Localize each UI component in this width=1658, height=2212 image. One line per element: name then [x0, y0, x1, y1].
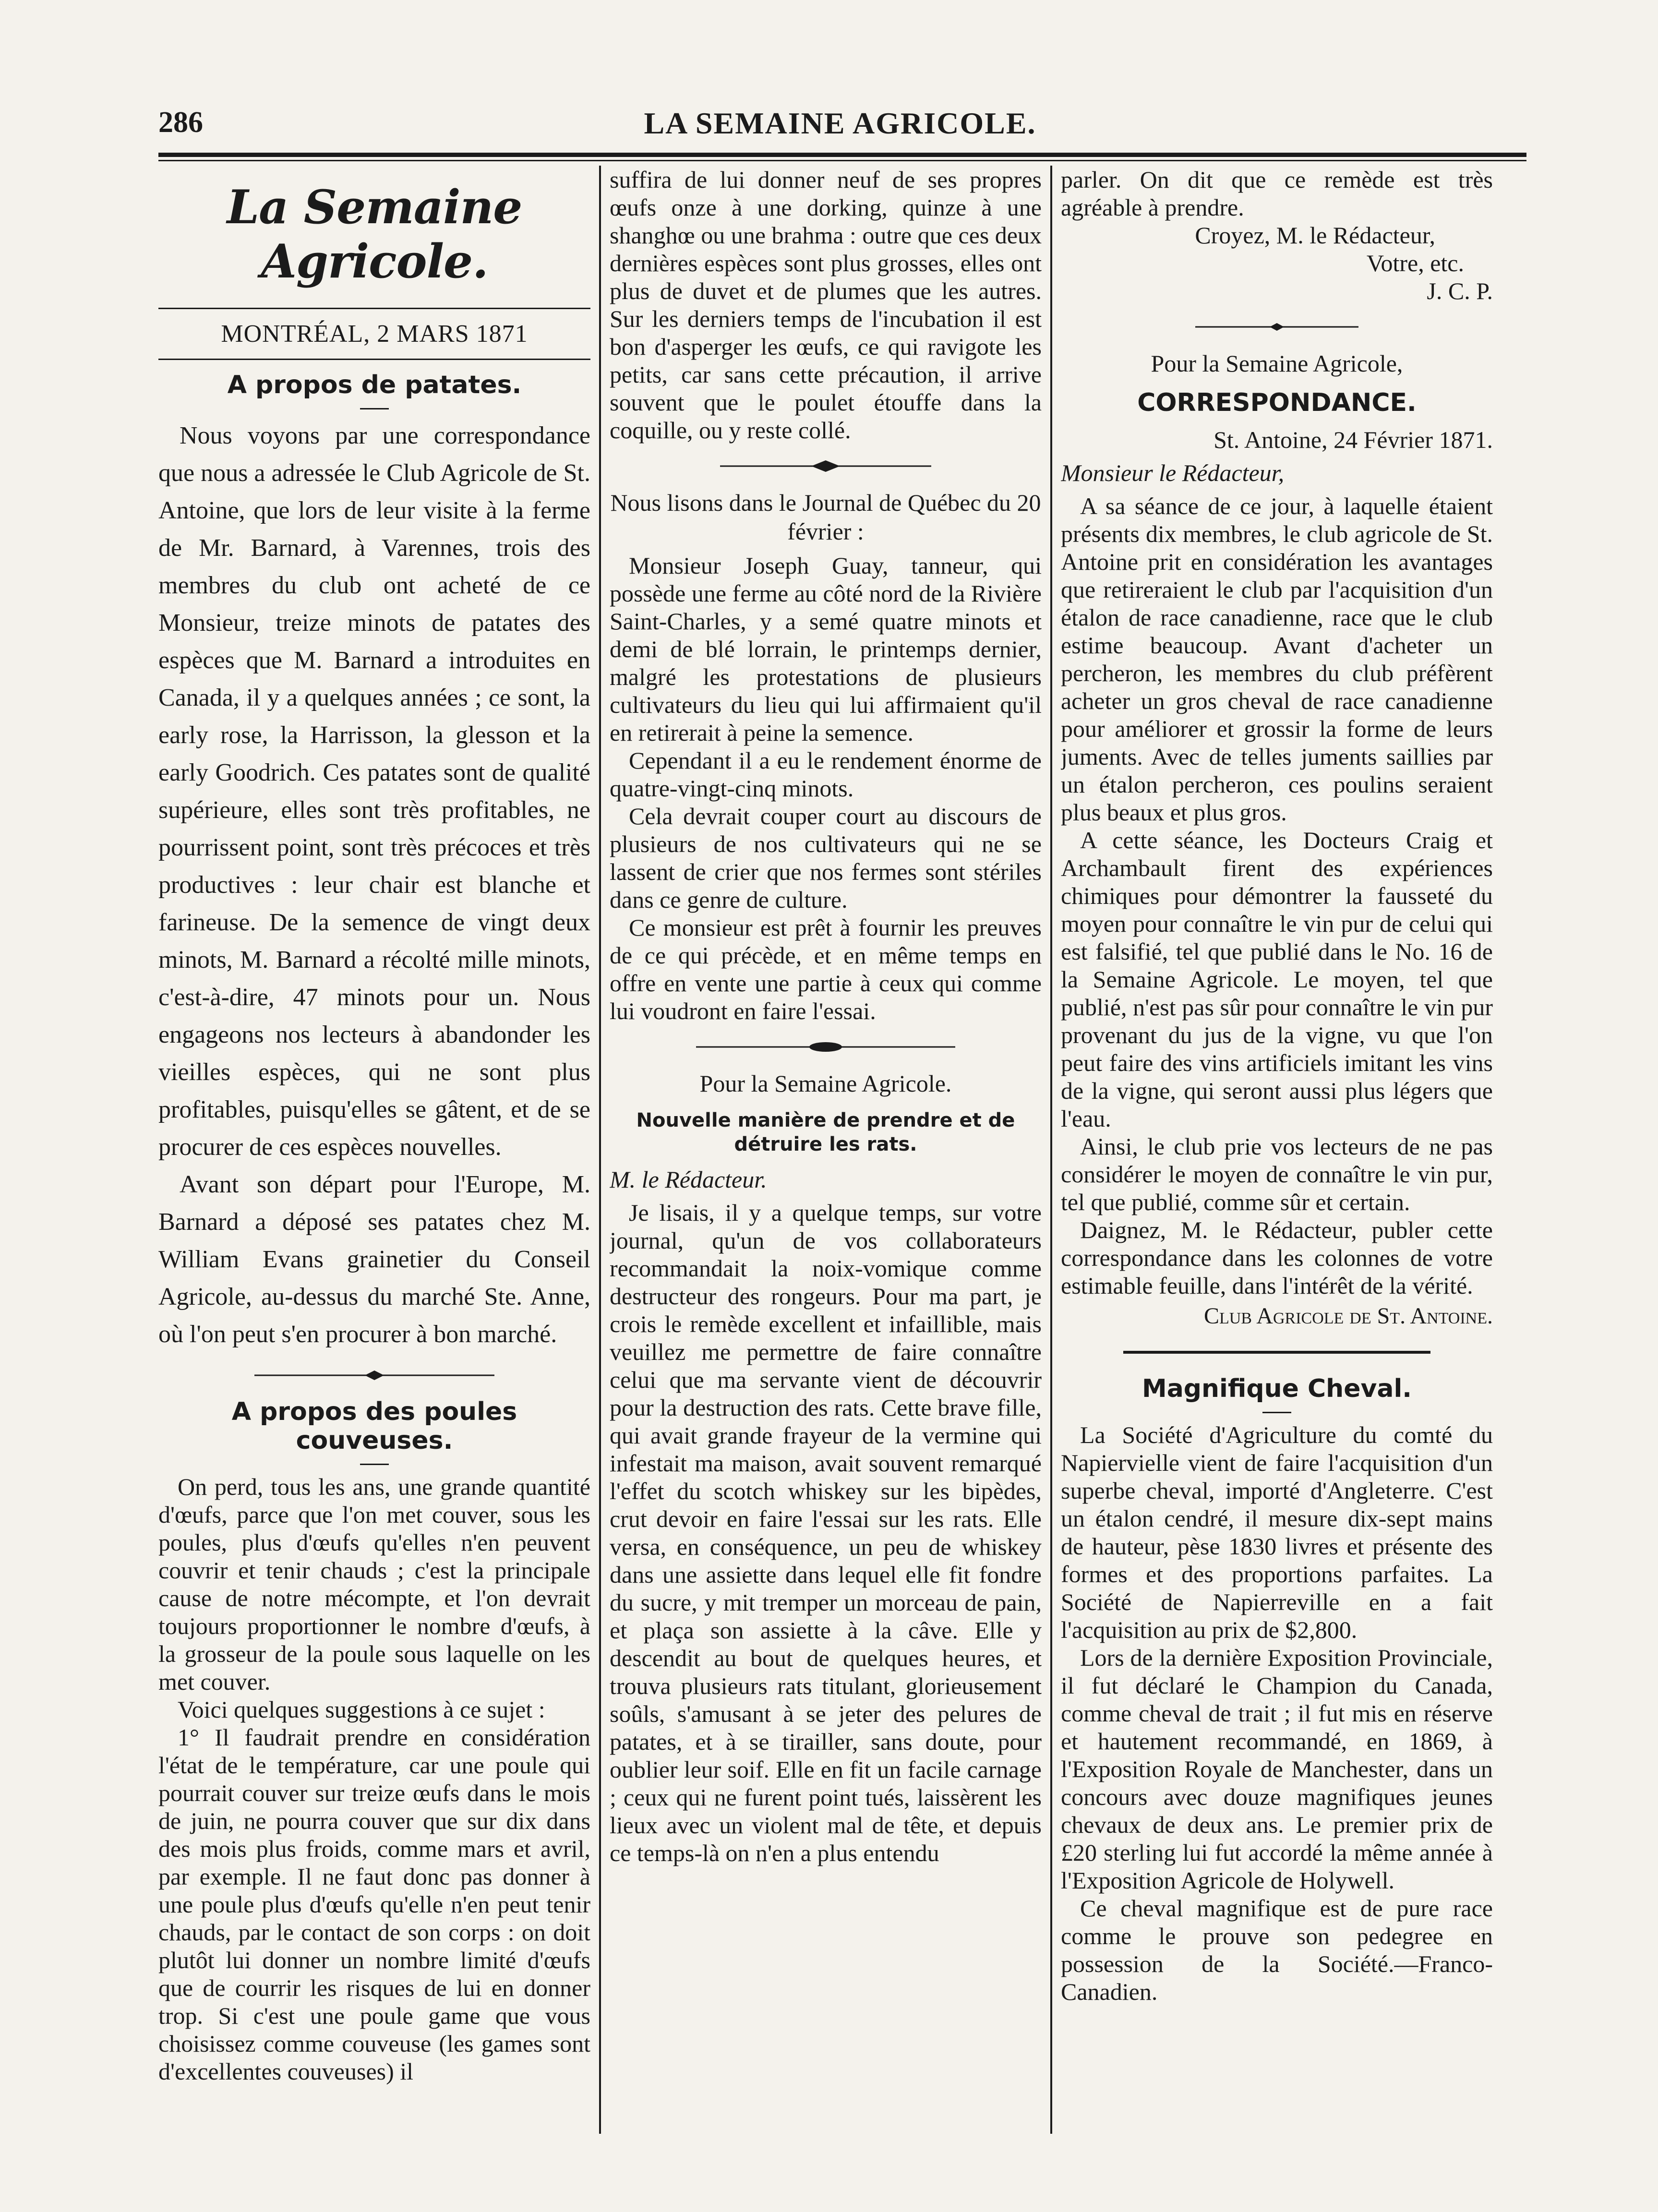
paragraph: 1° Il faudrait prendre en considération l'état de le température, car une poule qui pourrait couver sur treize œufs dans le mois de juin, ne pourra couver que sur dix dans des mois plus froids, comme mars et avril, par exemple. Il ne faut donc pas donner à une poule plus d'œufs qu'elle n'en peut tenir chauds, par le contact de son corps : on doit plutôt lui donner un nombre limité d'œufs que de courrir les risques de lui en donner trop. Si c'est une poule game que vous choisissez comme couveuse (les games sont d'excellentes couveuses) il [158, 1724, 590, 2085]
masthead: La Semaine Agricole. [227, 180, 522, 289]
paragraph: Ce monsieur est prêt à fournir les preuves de ce qui précède, et en même temps en offre en vente une partie à ceux qui comme lui voudront en faire l'essai. [610, 914, 1042, 1024]
closing: Croyez, M. le Rédacteur, [1195, 222, 1435, 249]
page-number: 286 [158, 106, 203, 139]
ornament-divider [610, 457, 1042, 476]
paragraph: Nous voyons par une correspondance que nous a adressée le Club Agricole de St. Antoine, que lors de leur visite à la ferme de Mr. Barnard, à Varennes, trois des membres du club ont acheté de ce Monsieur, treize minots de patates des espèces que M. Barnard a introduites en Canada, il y a quelques années ; ce sont, la early rose, la Harrisson, la glesson et la early Goodrich. Ces patates sont de qualité supérieure, elles sont très profitables, ne pourrissent point, sont très précoces et très productives : leur chair est blanche et farineuse. De la semence de vingt deux minots, M. Barnard a récolté mille minots, c'est-à-dire, 47 minots pour un. Nous engageons nos lecteurs à abandonder les vieilles espèces, qui ne sont plus profitables, puisqu'elles se gâtent, et de se procurer de ces espèces nouvelles. [158, 422, 590, 1161]
paragraph: Daignez, M. le Rédacteur, publer cette correspondance dans les colonnes de votre estimable feuille, dans l'intérêt de la vérité. [1061, 1216, 1493, 1299]
closing: Votre, etc. [1366, 250, 1464, 276]
short-rule [360, 408, 389, 409]
paragraph: Ainsi, le club prie vos lecteurs de ne pas considérer le moyen de connaître le vin pur, tel que publié, comme sûr et certain. [1061, 1133, 1493, 1215]
byline: Pour la Semaine Agricole, [1151, 350, 1403, 377]
signature: J. C. P. [1427, 277, 1493, 304]
article-title: A propos des poules couveuses. [231, 1397, 517, 1455]
header-rule [158, 153, 1526, 157]
column-3 [1061, 166, 1493, 2134]
ornament-divider [1061, 317, 1493, 337]
divider [158, 359, 590, 360]
byline: Pour la Semaine Agricole. [699, 1070, 952, 1097]
paragraph: Avant son départ pour l'Europe, M. Barnard a déposé ses patates chez M. William Evans grainetier du Conseil Agricole, au-dessus du marché Ste. Anne, où l'on peut s'en procurer à bon marché. [158, 1171, 590, 1348]
paragraph: Je lisais, il y a quelque temps, sur votre journal, qu'un de vos collaborateurs recommandait la noix-vomique comme destructeur des rongeurs. Pour ma part, je crois le remède excellent et infaillible, mais veuillez me permettre de faire connaître celui que ma servante vient de découvrir pour la destruction des rats. Cette brave fille, qui avait grande frayeur de la vermine qui infestait ma maison, avait souvent remarqué l'effet du scotch whiskey sur les bipèdes, crut devoir en faire l'essai sur les rats. Elle versa, en conséquence, un peu de whiskey dans une assiette dans lequel elle fit fondre du sucre, y mit tremper un morceau de pain, et plaça son assiette à la câve. Elle y descendit au bout de quelques heures, et trouva plusieurs rats titulant, glorieusement soûls, s'amusant à se jeter des pelures de patates, et à se tirailler, sans doute, pour oublier leur soif. Elle en fit un facile carnage ; ceux qui ne furent point tués, laissèrent les lieux avec un violent mal de tête, et depuis ce temps-là on n'en a plus entendu [610, 1199, 1042, 1866]
paragraph: A sa séance de ce jour, à laquelle étaient présents dix membres, le club agricole de St. Antoine prit en considération les avantages que retireraient le club par l'acquisition d'un étalon de race canadienne, race que le club estime beaucoup. Avant d'acheter un percheron, les membres du club préfèrent acheter un gros cheval de race canadienne pour améliorer et grossir la forme de leurs juments. Avec de telles juments saillies par un étalon percheron, ces poulins seraient plus beaux et plus gros. [1061, 493, 1493, 826]
signature: Club Agricole de St. Antoine. [1203, 1303, 1493, 1329]
paragraph: Cependant il a eu le rendement énorme de quatre-vingt-cinq minots. [610, 747, 1042, 802]
article-title: A propos de patates. [227, 371, 522, 399]
paragraph: Monsieur Joseph Guay, tanneur, qui possède une ferme au côté nord de la Rivière Saint-Charles, y a semé quatre minots et demi de blé lorrain, le printemps dernier, malgré les protestations de plusieurs cultivateurs du lieu qui lui affirmaient qu'il en retirerait à peine la semence. [610, 552, 1042, 746]
paragraph: Ce cheval magnifique est de pure race comme le prouve son pedegree en possession de la Société.—Franco-Canadien. [1061, 1895, 1493, 2005]
paragraph: La Société d'Agriculture du comté du Napiervielle vient de faire l'acquisition d'un superbe cheval, importé d'Angleterre. C'est un étalon cendré, il mesure dix-sept mains de hauteur, pèse 1830 livres et présente des formes et des proportions parfaites. La Société de Napierreville en a fait l'acquisition au prix de $2,800. [1061, 1421, 1493, 1643]
paragraph: Voici quelques suggestions à ce sujet : [178, 1696, 545, 1723]
ornament-divider [158, 1366, 590, 1385]
paragraph: suffira de lui donner neuf de ses propres œufs onze à une dorking, quinze à une shanghœ ou une brahma : outre que ces deux dernières espèces sont plus grosses, elles ont plus de duvet et de plumes que les autres. Sur les derniers temps de l'incubation il est bon d'asperger les œufs, ce qui ravigote les petits, car sans cette précaution, il arrive souvent que le poulet étouffe dans la coquille, ou y reste collé. [610, 166, 1042, 444]
column-2 [610, 166, 1042, 2134]
column-divider [599, 166, 601, 2134]
paragraph: parler. On dit que ce remède est très agréable à prendre. [1061, 166, 1493, 221]
salutation: M. le Rédacteur. [610, 1166, 767, 1193]
article-title: CORRESPONDANCE. [1137, 388, 1417, 417]
source-intro: Nous lisons dans le Journal de Québec du 20 février : [610, 489, 1041, 545]
ornament-divider [1061, 1343, 1493, 1362]
running-title: LA SEMAINE AGRICOLE. [644, 106, 1036, 140]
article-title: Magnifique Cheval. [1141, 1374, 1412, 1403]
paragraph: A cette séance, les Docteurs Craig et Archambault firent des expériences chimiques pour démontrer la fausseté du moyen pour connaître le vin pur de celui qui est falsifié, tel que publié dans le No. 16 de la Semaine Agricole. Le moyen, tel que publié, n'est pas sûr pour connaître le vin pur provenant du jus de la vigne, vu que l'on peut faire des vins artificiels imitant les vins de la vigne, qui seront aussi plus légers que l'eau. [1061, 827, 1493, 1132]
paragraph: Lors de la dernière Exposition Provinciale, il fut déclaré le Champion du Canada, comme cheval de trait ; il fut mis en réserve et hautement recommandé, en 1869, à l'Exposition Royale de Manchester, dans un concours avec douze magnifiques jeunes chevaux de deux ans. Le premier prix de £20 sterling lui fut accordé la même année à l'Exposition Agricole de Holywell. [1061, 1644, 1493, 1894]
place-date: St. Antoine, 24 Février 1871. [1213, 426, 1493, 453]
header-rule-thin [158, 160, 1526, 161]
column-1 [158, 166, 590, 2134]
divider [158, 308, 590, 309]
short-rule [1262, 1412, 1291, 1413]
column-divider [1050, 166, 1052, 2134]
paragraph: On perd, tous les ans, une grande quantité d'œufs, parce que l'on met couver, sous les poules, plus d'œufs qu'elles n'en peuvent couvrir et tenir chauds ; c'est la principale cause de notre mécompte, et l'on devrait toujours proportionner le nombre d'œufs, à la grosseur de la poule sous laquelle on les met couver. [158, 1473, 590, 1695]
short-rule [360, 1464, 389, 1465]
article-title: Nouvelle manière de prendre et de détruire les rats. [636, 1109, 1015, 1155]
dateline: MONTRÉAL, 2 MARS 1871 [221, 320, 528, 348]
ornament-divider [610, 1037, 1042, 1057]
paragraph: Cela devrait couper court au discours de plusieurs de nos cultivateurs qui ne se lassent de crier que nos fermes sont stériles dans ce genre de culture. [610, 803, 1042, 913]
page-header [158, 96, 1522, 154]
salutation: Monsieur le Rédacteur, [1061, 459, 1285, 486]
